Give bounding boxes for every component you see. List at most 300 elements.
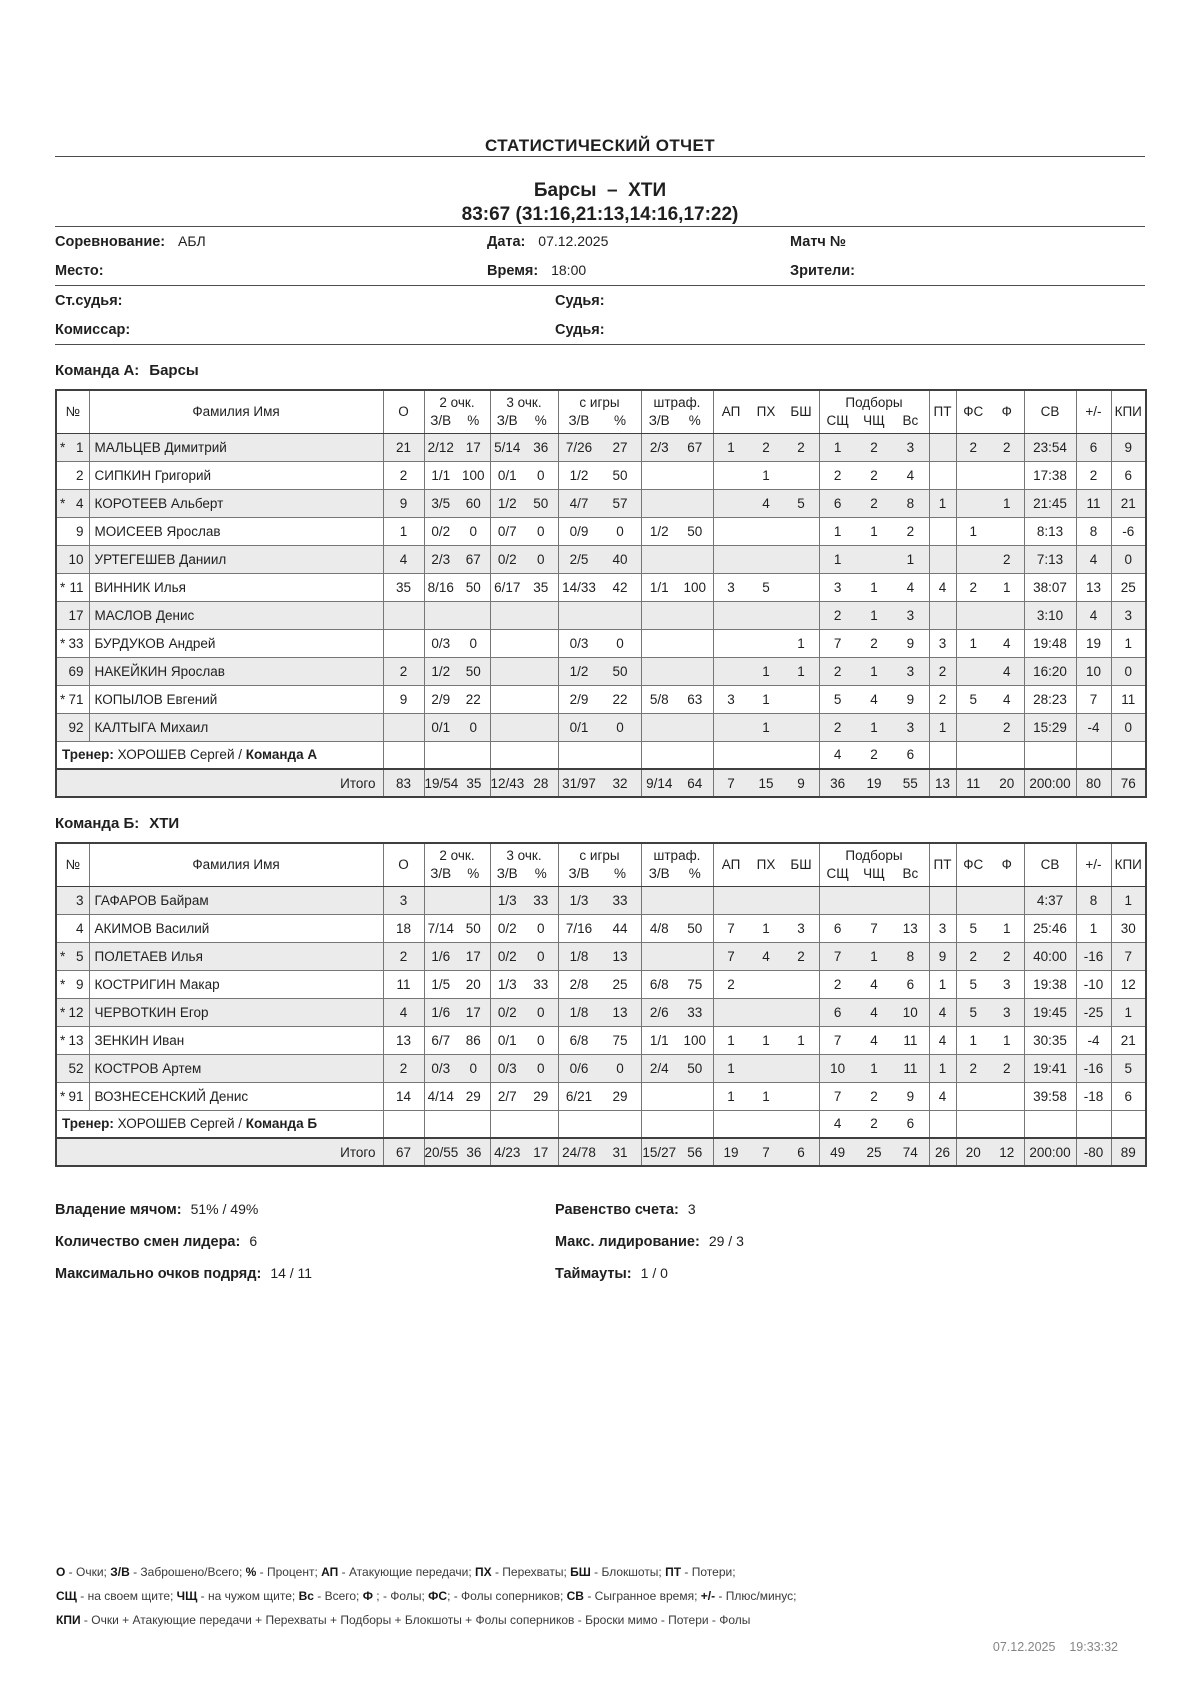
cell-field-goals: 7/16 44	[558, 914, 641, 942]
player-row	[56, 1082, 1146, 1110]
player-row	[56, 1054, 1146, 1082]
cell-plus-minus: -4	[1076, 1026, 1111, 1054]
col-number: №	[56, 843, 89, 886]
col-free-throws: штраф. З/В %	[641, 843, 713, 886]
match-number-label: Матч №	[790, 234, 847, 250]
cell-time-played: 19:41	[1024, 1054, 1076, 1082]
cell-kpi: -6	[1111, 517, 1146, 545]
player-row	[56, 970, 1146, 998]
cell-time-played: 7:13	[1024, 545, 1076, 573]
player-row	[56, 657, 1146, 685]
cell-plus-minus	[1076, 1110, 1111, 1138]
cell-player-name: АКИМОВ Василий	[89, 914, 383, 942]
cell-time-played: 39:58	[1024, 1082, 1076, 1110]
cell-ast-stl-blk	[713, 517, 819, 545]
player-row	[56, 629, 1146, 657]
info-row-1	[55, 227, 1145, 256]
cell-2pt: 20/55 36	[424, 1138, 490, 1166]
cell-rebounds: 7 2 9	[819, 1082, 929, 1110]
cell-2pt: 2/3 67	[424, 545, 490, 573]
summary-label: Владение мячом:	[55, 1201, 182, 1218]
cell-3pt: 2/7 29	[490, 1082, 558, 1110]
cell-kpi: 9	[1111, 433, 1146, 461]
col-player-name: Фамилия Имя	[89, 390, 383, 433]
cell-field-goals: 1/8 13	[558, 998, 641, 1026]
cell-opp-fouls-fouls	[956, 601, 1024, 629]
summary-row	[55, 1257, 1145, 1289]
cell-jersey-number: 9	[56, 517, 89, 545]
cell-rebounds: 2 2 4	[819, 461, 929, 489]
cell-2pt: 0/2 0	[424, 517, 490, 545]
team-a-stats-table	[55, 389, 1147, 798]
cell-free-throws	[641, 461, 713, 489]
cell-3pt: 0/7 0	[490, 517, 558, 545]
cell-free-throws	[641, 657, 713, 685]
cell-opp-fouls-fouls: 2 2	[956, 1054, 1024, 1082]
cell-2pt: 0/1 0	[424, 713, 490, 741]
cell-field-goals: 1/3 33	[558, 886, 641, 914]
cell-2pt	[424, 1110, 490, 1138]
cell-ast-stl-blk: 1 1	[713, 657, 819, 685]
cell-kpi: 30	[1111, 914, 1146, 942]
cell-time-played: 23:54	[1024, 433, 1076, 461]
cell-2pt	[424, 601, 490, 629]
cell-points: 2	[383, 1054, 424, 1082]
cell-time-played: 28:23	[1024, 685, 1076, 713]
col-turnovers: ПТ	[929, 843, 956, 886]
cell-kpi	[1111, 741, 1146, 769]
cell-free-throws: 1/1 100	[641, 1026, 713, 1054]
commissioner-label: Комиссар:	[55, 322, 131, 338]
cell-field-goals: 6/8 75	[558, 1026, 641, 1054]
cell-opp-fouls-fouls	[956, 1110, 1024, 1138]
cell-free-throws: 6/8 75	[641, 970, 713, 998]
cell-3pt: 4/23 17	[490, 1138, 558, 1166]
cell-time-played: 30:35	[1024, 1026, 1076, 1054]
summary-value: 51% / 49%	[190, 1200, 259, 1217]
cell-plus-minus: 4	[1076, 545, 1111, 573]
cell-player-name: КОРОТЕЕВ Альберт	[89, 489, 383, 517]
player-row	[56, 573, 1146, 601]
cell-totals-label: Итого	[56, 1138, 383, 1166]
cell-free-throws	[641, 741, 713, 769]
cell-plus-minus: -16	[1076, 1054, 1111, 1082]
cell-jersey-number: 4	[56, 914, 89, 942]
cell-plus-minus: 6	[1076, 433, 1111, 461]
cell-2pt: 0/3 0	[424, 629, 490, 657]
col-kpi: КПИ	[1111, 390, 1146, 433]
cell-points: 11	[383, 970, 424, 998]
cell-player-name: УРТЕГЕШЕВ Даниил	[89, 545, 383, 573]
cell-kpi: 0	[1111, 713, 1146, 741]
match-summary	[55, 1193, 1145, 1289]
cell-ast-stl-blk: 1	[713, 713, 819, 741]
cell-rebounds: 2 1 3	[819, 713, 929, 741]
team-b-stats-table	[55, 842, 1147, 1167]
time-label: Время:	[487, 263, 539, 279]
cell-rebounds: 6 2 8	[819, 489, 929, 517]
cell-turnovers: 4	[929, 573, 956, 601]
cell-player-name: КОПЫЛОВ Евгений	[89, 685, 383, 713]
col-time-played: СВ	[1024, 390, 1076, 433]
divider	[55, 344, 1145, 345]
cell-player-name: СИПКИН Григорий	[89, 461, 383, 489]
cell-player-name: КОСТРОВ Артем	[89, 1054, 383, 1082]
legend	[56, 1560, 1144, 1632]
cell-kpi: 0	[1111, 657, 1146, 685]
cell-time-played	[1024, 1110, 1076, 1138]
cell-rebounds: 49 25 74	[819, 1138, 929, 1166]
col-points: О	[383, 390, 424, 433]
player-row	[56, 914, 1146, 942]
place-label: Место:	[55, 263, 104, 279]
legend-line: СЩ - на своем щите; ЧЩ - на чужом щите; Вс - Всего; Ф ; - Фолы; ФС; - Фолы соперников; СВ - Сыгранное время; +/- - Плюс/минус;	[56, 1589, 797, 1603]
cell-rebounds: 7 2 9	[819, 629, 929, 657]
cell-free-throws	[641, 1110, 713, 1138]
cell-kpi: 3	[1111, 601, 1146, 629]
col-time-played: СВ	[1024, 843, 1076, 886]
cell-points: 4	[383, 998, 424, 1026]
cell-points: 3	[383, 886, 424, 914]
cell-opp-fouls-fouls: 1	[956, 489, 1024, 517]
cell-field-goals: 31/97 32	[558, 769, 641, 797]
cell-time-played: 19:38	[1024, 970, 1076, 998]
cell-opp-fouls-fouls	[956, 886, 1024, 914]
cell-kpi: 21	[1111, 1026, 1146, 1054]
cell-free-throws: 2/3 67	[641, 433, 713, 461]
cell-3pt	[490, 741, 558, 769]
summary-label: Максимально очков подряд:	[55, 1265, 262, 1282]
summary-value: 3	[687, 1200, 696, 1217]
cell-jersey-number: * 4	[56, 489, 89, 517]
time-value: 18:00	[551, 262, 587, 278]
cell-player-name: КОСТРИГИН Макар	[89, 970, 383, 998]
cell-kpi: 89	[1111, 1138, 1146, 1166]
cell-rebounds: 2 4 6	[819, 970, 929, 998]
col-3pt: 3 очк. З/В %	[490, 843, 558, 886]
cell-rebounds: 2 1 3	[819, 601, 929, 629]
cell-plus-minus: -4	[1076, 713, 1111, 741]
player-row	[56, 545, 1146, 573]
cell-rebounds: 2 1 3	[819, 657, 929, 685]
cell-free-throws	[641, 713, 713, 741]
summary-value: 14 / 11	[270, 1264, 313, 1281]
cell-3pt	[490, 685, 558, 713]
cell-jersey-number: 52	[56, 1054, 89, 1082]
referee-row-1	[55, 286, 1145, 315]
cell-3pt	[490, 713, 558, 741]
cell-2pt: 19/54 35	[424, 769, 490, 797]
cell-turnovers	[929, 461, 956, 489]
cell-free-throws: 4/8 50	[641, 914, 713, 942]
cell-rebounds: 10 1 11	[819, 1054, 929, 1082]
competition-label: Соревнование:	[55, 234, 166, 250]
summary-label: Количество смен лидера:	[55, 1233, 241, 1250]
cell-plus-minus: -80	[1076, 1138, 1111, 1166]
cell-coach: Тренер: ХОРОШЕВ Сергей / Команда Б	[56, 1110, 383, 1138]
cell-kpi: 6	[1111, 1082, 1146, 1110]
summary-label: Макс. лидирование:	[555, 1233, 700, 1250]
cell-turnovers: 26	[929, 1138, 956, 1166]
cell-jersey-number: 17	[56, 601, 89, 629]
cell-ast-stl-blk: 1 1 1	[713, 1026, 819, 1054]
cell-points: 2	[383, 942, 424, 970]
cell-kpi: 6	[1111, 461, 1146, 489]
cell-opp-fouls-fouls: 20 12	[956, 1138, 1024, 1166]
cell-player-name: ЗЕНКИН Иван	[89, 1026, 383, 1054]
cell-2pt: 1/1 100	[424, 461, 490, 489]
cell-opp-fouls-fouls: 5 4	[956, 685, 1024, 713]
col-kpi: КПИ	[1111, 843, 1146, 886]
cell-ast-stl-blk: 3 5	[713, 573, 819, 601]
player-row	[56, 517, 1146, 545]
cell-3pt: 1/3 33	[490, 970, 558, 998]
cell-plus-minus: 7	[1076, 685, 1111, 713]
cell-time-played: 21:45	[1024, 489, 1076, 517]
cell-ast-stl-blk: 3 1	[713, 685, 819, 713]
cell-player-name: ВИННИК Илья	[89, 573, 383, 601]
team-b-name: ХТИ	[149, 815, 180, 832]
cell-jersey-number: 10	[56, 545, 89, 573]
divider	[55, 156, 1145, 157]
cell-ast-stl-blk: 7 4 2	[713, 942, 819, 970]
cell-field-goals: 4/7 57	[558, 489, 641, 517]
cell-time-played: 25:46	[1024, 914, 1076, 942]
cell-3pt	[490, 601, 558, 629]
cell-free-throws	[641, 629, 713, 657]
date-value: 07.12.2025	[538, 233, 609, 249]
cell-field-goals: 0/1 0	[558, 713, 641, 741]
cell-3pt	[490, 1110, 558, 1138]
cell-opp-fouls-fouls	[956, 1082, 1024, 1110]
cell-2pt	[424, 886, 490, 914]
cell-rebounds: 6 4 10	[819, 998, 929, 1026]
cell-3pt: 0/1 0	[490, 461, 558, 489]
cell-2pt	[424, 741, 490, 769]
cell-plus-minus: 13	[1076, 573, 1111, 601]
cell-opp-fouls-fouls: 2 2	[956, 433, 1024, 461]
cell-2pt: 7/14 50	[424, 914, 490, 942]
col-ast-stl-blk: АП ПХ БШ	[713, 843, 819, 886]
cell-ast-stl-blk: 1 2 2	[713, 433, 819, 461]
referee-row-2	[55, 315, 1145, 344]
cell-field-goals: 1/2 50	[558, 657, 641, 685]
cell-plus-minus: -18	[1076, 1082, 1111, 1110]
cell-plus-minus: 1	[1076, 914, 1111, 942]
cell-rebounds: 4 2 6	[819, 1110, 929, 1138]
col-free-throws: штраф. З/В %	[641, 390, 713, 433]
cell-plus-minus: 10	[1076, 657, 1111, 685]
cell-2pt: 0/3 0	[424, 1054, 490, 1082]
cell-opp-fouls-fouls: 11 20	[956, 769, 1024, 797]
cell-kpi: 1	[1111, 629, 1146, 657]
cell-ast-stl-blk	[713, 998, 819, 1026]
cell-jersey-number: 2	[56, 461, 89, 489]
legend-line: КПИ - Очки + Атакующие передачи + Перехваты + Подборы + Блокшоты + Фолы соперников - Броски мимо - Потери - Фолы	[56, 1613, 751, 1627]
match-teams: Барсы – ХТИ	[533, 180, 667, 201]
cell-points: 2	[383, 461, 424, 489]
cell-jersey-number: 3	[56, 886, 89, 914]
cell-ast-stl-blk	[713, 741, 819, 769]
cell-field-goals: 0/6 0	[558, 1054, 641, 1082]
cell-points: 21	[383, 433, 424, 461]
cell-ast-stl-blk: 7 1 3	[713, 914, 819, 942]
cell-3pt: 0/2 0	[490, 545, 558, 573]
cell-time-played: 4:37	[1024, 886, 1076, 914]
team-b-heading	[55, 815, 1145, 832]
cell-player-name: КАЛТЫГА Михаил	[89, 713, 383, 741]
cell-3pt: 0/3 0	[490, 1054, 558, 1082]
col-opp-fouls-fouls: ФС Ф	[956, 843, 1024, 886]
team-a-name: Барсы	[149, 362, 199, 379]
cell-plus-minus: 80	[1076, 769, 1111, 797]
cell-jersey-number: * 5	[56, 942, 89, 970]
cell-free-throws: 1/1 100	[641, 573, 713, 601]
player-row	[56, 461, 1146, 489]
cell-3pt: 0/2 0	[490, 914, 558, 942]
cell-rebounds: 4 2 6	[819, 741, 929, 769]
cell-rebounds: 36 19 55	[819, 769, 929, 797]
cell-opp-fouls-fouls	[956, 461, 1024, 489]
cell-opp-fouls-fouls	[956, 741, 1024, 769]
player-row	[56, 886, 1146, 914]
cell-plus-minus: 2	[1076, 461, 1111, 489]
col-rebounds: Подборы СЩ ЧЩ Вс	[819, 390, 929, 433]
cell-free-throws	[641, 1082, 713, 1110]
col-3pt: 3 очк. З/В %	[490, 390, 558, 433]
cell-field-goals	[558, 1110, 641, 1138]
cell-player-name: ГАФАРОВ Байрам	[89, 886, 383, 914]
cell-free-throws	[641, 942, 713, 970]
cell-field-goals: 2/8 25	[558, 970, 641, 998]
col-number: №	[56, 390, 89, 433]
cell-jersey-number: 69	[56, 657, 89, 685]
cell-points	[383, 713, 424, 741]
cell-plus-minus	[1076, 741, 1111, 769]
cell-turnovers: 4	[929, 998, 956, 1026]
cell-points	[383, 601, 424, 629]
cell-time-played: 200:00	[1024, 769, 1076, 797]
cell-turnovers: 1	[929, 970, 956, 998]
cell-3pt: 1/2 50	[490, 489, 558, 517]
cell-3pt: 6/17 35	[490, 573, 558, 601]
cell-points: 35	[383, 573, 424, 601]
cell-kpi: 1	[1111, 998, 1146, 1026]
cell-ast-stl-blk: 1	[713, 1054, 819, 1082]
cell-3pt: 0/1 0	[490, 1026, 558, 1054]
info-row-2	[55, 256, 1145, 285]
col-field-goals: с игры З/В %	[558, 390, 641, 433]
cell-3pt: 5/14 36	[490, 433, 558, 461]
cell-time-played: 19:48	[1024, 629, 1076, 657]
cell-turnovers	[929, 517, 956, 545]
cell-free-throws	[641, 886, 713, 914]
cell-opp-fouls-fouls: 5 3	[956, 998, 1024, 1026]
cell-rebounds: 3 1 4	[819, 573, 929, 601]
cell-ast-stl-blk: 1	[713, 629, 819, 657]
cell-ast-stl-blk: 1	[713, 461, 819, 489]
player-row	[56, 998, 1146, 1026]
cell-rebounds: 5 4 9	[819, 685, 929, 713]
cell-player-name: БУРДУКОВ Андрей	[89, 629, 383, 657]
cell-points: 67	[383, 1138, 424, 1166]
player-row	[56, 601, 1146, 629]
cell-coach: Тренер: ХОРОШЕВ Сергей / Команда А	[56, 741, 383, 769]
cell-turnovers	[929, 601, 956, 629]
cell-plus-minus: 4	[1076, 601, 1111, 629]
table-header-row	[56, 390, 1146, 433]
cell-rebounds: 1 1	[819, 545, 929, 573]
cell-free-throws	[641, 601, 713, 629]
cell-free-throws	[641, 545, 713, 573]
cell-2pt: 6/7 86	[424, 1026, 490, 1054]
cell-time-played: 40:00	[1024, 942, 1076, 970]
cell-field-goals: 14/33 42	[558, 573, 641, 601]
cell-turnovers: 1	[929, 713, 956, 741]
cell-2pt: 8/16 50	[424, 573, 490, 601]
team-a-label: Команда А:	[55, 362, 140, 379]
cell-points	[383, 741, 424, 769]
cell-kpi: 76	[1111, 769, 1146, 797]
cell-turnovers	[929, 545, 956, 573]
cell-time-played: 15:29	[1024, 713, 1076, 741]
cell-points: 1	[383, 517, 424, 545]
spectators-label: Зрители:	[790, 263, 855, 279]
player-row	[56, 489, 1146, 517]
cell-rebounds: 1 1 2	[819, 517, 929, 545]
cell-rebounds: 7 4 11	[819, 1026, 929, 1054]
cell-turnovers: 2	[929, 657, 956, 685]
cell-rebounds	[819, 886, 929, 914]
coach-row	[56, 1110, 1146, 1138]
cell-time-played: 38:07	[1024, 573, 1076, 601]
cell-ast-stl-blk: 1 1	[713, 1082, 819, 1110]
cell-3pt: 12/43 28	[490, 769, 558, 797]
cell-free-throws: 1/2 50	[641, 517, 713, 545]
cell-ast-stl-blk	[713, 601, 819, 629]
summary-label: Таймауты:	[555, 1265, 632, 1282]
cell-2pt: 1/6 17	[424, 942, 490, 970]
cell-plus-minus: 8	[1076, 517, 1111, 545]
summary-value: 1 / 0	[640, 1264, 668, 1281]
cell-time-played: 200:00	[1024, 1138, 1076, 1166]
summary-value: 29 / 3	[708, 1232, 744, 1249]
cell-turnovers: 9	[929, 942, 956, 970]
cell-turnovers: 1	[929, 1054, 956, 1082]
cell-plus-minus: 19	[1076, 629, 1111, 657]
cell-kpi: 25	[1111, 573, 1146, 601]
team-a-heading	[55, 362, 1145, 379]
cell-field-goals: 0/9 0	[558, 517, 641, 545]
cell-totals-label: Итого	[56, 769, 383, 797]
cell-turnovers: 13	[929, 769, 956, 797]
cell-points: 83	[383, 769, 424, 797]
cell-turnovers	[929, 741, 956, 769]
cell-plus-minus: 8	[1076, 886, 1111, 914]
cell-opp-fouls-fouls: 1 1	[956, 1026, 1024, 1054]
cell-3pt: 1/3 33	[490, 886, 558, 914]
cell-free-throws: 15/27 56	[641, 1138, 713, 1166]
cell-field-goals	[558, 741, 641, 769]
cell-3pt	[490, 657, 558, 685]
cell-opp-fouls-fouls: 4	[956, 657, 1024, 685]
cell-jersey-number: * 71	[56, 685, 89, 713]
cell-field-goals: 2/9 22	[558, 685, 641, 713]
cell-field-goals: 0/3 0	[558, 629, 641, 657]
cell-points: 14	[383, 1082, 424, 1110]
cell-ast-stl-blk	[713, 545, 819, 573]
player-row	[56, 433, 1146, 461]
